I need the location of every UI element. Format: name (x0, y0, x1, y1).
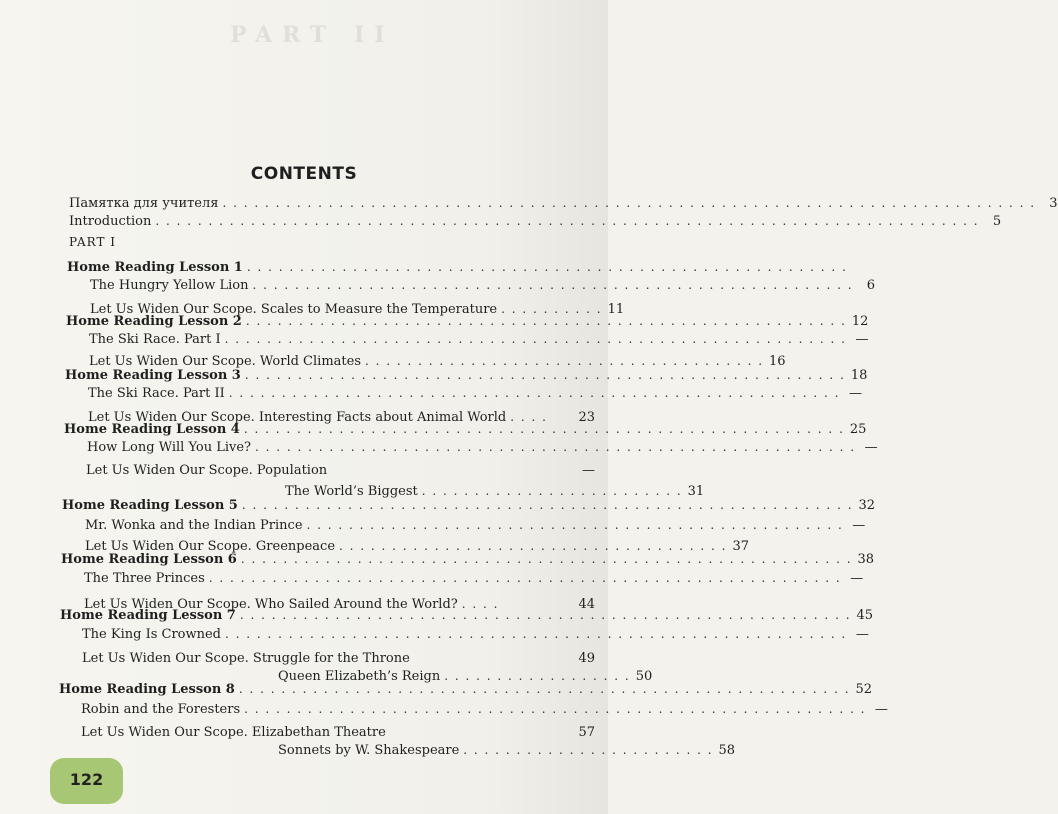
entry-title: Let Us Widen Our Scope. Scales to Measure the Temperature (90, 302, 498, 317)
toc-entry (67, 258, 848, 277)
entry-title: Let Us Widen Our Scope. Greenpeace (85, 539, 336, 554)
part-heading: PART I (69, 235, 117, 249)
leader-dots: . . . . (510, 410, 548, 424)
entry-page: 50 (635, 669, 653, 684)
toc-entry (69, 212, 1002, 231)
entry-page: 45 (856, 608, 874, 623)
entry-page: 32 (858, 498, 876, 513)
entry-page: 11 (607, 302, 625, 317)
entry-title: The Three Princes (84, 571, 205, 586)
page-number: 122 (69, 770, 104, 789)
leader-dots: . . . . . . . . . . . . . . . . . . . . . . . . . . . . . . . . . . . . . . . . . . . . . . . . . . . . . . . . . (245, 314, 847, 328)
entry-title: The Hungry Yellow Lion (90, 278, 249, 293)
toc-entry (65, 366, 868, 385)
lesson-heading: Home Reading Lesson 1 (67, 260, 243, 275)
leader-dots: . . . . . . . . . . . . . . . . . . . . . . . . . . . . . . . . . . . . . . . . . . . . . . . . . . . . . . . . . . . . . . . . . . . . . . . . . . . . . . (155, 214, 980, 228)
entry-page: 38 (857, 552, 875, 567)
entry-page: 44 (578, 597, 595, 612)
entry-title: The Ski Race. Part II (88, 386, 225, 401)
contents-title: CONTENTS (250, 164, 358, 184)
leader-dots: . . . . . . . . . . . . . . . . . . . . . . . . . . . . . . . . . . . . . . . . . . . . . . . . . . . . . . . . . . . (244, 702, 866, 716)
entry-page: 3 (1049, 196, 1058, 211)
leader-dots: . . . . . . . . . . . . . . . . . . . . . . . . . . . . . . . . . . . . . . . . . . . . . . . . . . . . . . . . . . . . (208, 571, 842, 585)
leader-dots: . . . . . . . . . . . . . . . . . . . . . . . . . . . . . . . . . . . . . . . . . . . . . . . . . . . (306, 518, 844, 532)
leader-dots: . . . . . . . . . . . . . . . . . . . . . . . . . . . . . . . . . . . . . . . . . . . . . . . . . . . . . . . . . (255, 440, 856, 454)
toc-entry (61, 550, 875, 569)
entry-title: Let Us Widen Our Scope. World Climates (89, 354, 361, 369)
entry-title: Let Us Widen Our Scope. Interesting Facts about Animal World (88, 410, 507, 425)
entry-title: Let Us Widen Our Scope. Population (86, 463, 328, 478)
leader-dots: . . . . . . . . . . . . . . . . . . . . . . . . (463, 743, 714, 757)
entry-page: 52 (855, 682, 873, 697)
entry-title: The World’s Biggest (285, 484, 418, 499)
lesson-heading: Home Reading Lesson 8 (59, 682, 235, 697)
leader-dots: . . . . . . . . . . . . . . . . . . . . . . . . . (421, 484, 683, 498)
entry-page: 58 (718, 743, 736, 758)
leader-dots: . . . . . . . . . . . . . . . . . . . . . . . . . . . . . . . . . . . . . . . . . . . . . . . . . . . . . . . . . (244, 368, 846, 382)
toc-entry (62, 496, 876, 515)
entry-title: Let Us Widen Our Scope. Struggle for the Throne (82, 651, 410, 666)
leader-dots: . . . . . . . . . . . . . . . . . . . . . . . . . . . . . . . . . . . . . . . . . . . . . . . . . . . . . . . . . . (240, 552, 853, 566)
lesson-heading: Home Reading Lesson 3 (65, 368, 241, 383)
entry-title: Let Us Widen Our Scope. Who Sailed Around the World? (84, 597, 458, 612)
entry-page: — (855, 627, 869, 642)
entry-page: — (582, 463, 595, 478)
toc-entry (60, 606, 874, 625)
entry-page: 49 (578, 651, 595, 666)
leader-dots: . . . . . . . . . . . . . . . . . . (444, 669, 631, 683)
entry-page: — (848, 386, 862, 401)
leader-dots: . . . . . . . . . . . . . . . . . . . . . . . . . . . . . . . . . . . . . . . . . . . . . . . . . . . . . . . . . (252, 278, 854, 292)
entry-title: Памятка для учителя (69, 196, 219, 211)
entry-page: 6 (866, 278, 876, 293)
toc-entry (86, 461, 595, 480)
leader-dots: . . . . . . . . . . . . . . . . . . . . . . . . . . . . . . . . . . . . . . . . . . . . . . . . . . . . . . . . . . (239, 608, 852, 622)
lesson-heading: Home Reading Lesson 2 (66, 314, 242, 329)
lesson-heading: Home Reading Lesson 5 (62, 498, 238, 513)
entry-page: 37 (732, 539, 749, 554)
entry-page: — (855, 332, 869, 347)
toc-entry (90, 276, 876, 295)
lesson-heading: Home Reading Lesson 7 (60, 608, 236, 623)
toc-entry (81, 700, 888, 719)
leader-dots: . . . . . . . . . . . . . . . . . . . . . . . . . . . . . . . . . . . . . (339, 539, 727, 553)
entry-title: The Ski Race. Part I (89, 332, 221, 347)
toc-entry (82, 649, 595, 668)
entry-title: Introduction (69, 214, 152, 229)
toc-entry (69, 194, 1058, 213)
toc-entry (88, 384, 862, 403)
leader-dots: . . . . . . . . . . . . . . . . . . . . . . . . . . . . . . . . . . . . . . . . . . . . . . . . . . . . . . . . . (246, 260, 848, 274)
toc-entry (82, 625, 869, 644)
leader-dots: . . . . (461, 597, 499, 611)
entry-page: 5 (992, 214, 1002, 229)
entry-page: — (874, 702, 888, 717)
leader-dots: . . . . . . . . . . . . . . . . . . . . . . . . . . . . . . . . . . . . . . . . . . . . . . . . . . . . . . . . . . (238, 682, 851, 696)
leader-dots: . . . . . . . . . . . . . . . . . . . . . . . . . . . . . . . . . . . . . . . . . . . . . . . . . . . . . . . . . . . . . . . . . . . . . . . . . . . . . (222, 196, 1036, 210)
entry-page: 23 (578, 410, 595, 425)
toc-entry (66, 312, 869, 331)
entry-title: Mr. Wonka and the Indian Prince (85, 518, 303, 533)
toc-entry (89, 330, 869, 349)
toc-entry (278, 741, 736, 760)
entry-page: 16 (769, 354, 786, 369)
leader-dots: . . . . . . . . . . . . . . . . . . . . . . . . . . . . . . . . . . . . . . . . . . . . . . . . . . . . . . . . . . . (225, 627, 847, 641)
entry-title: How Long Will You Live? (87, 440, 252, 455)
entry-title: Robin and the Foresters (81, 702, 241, 717)
entry-page: 25 (849, 422, 867, 437)
leader-dots: . . . . . . . . . . . . . . . . . . . . . . . . . . . . . . . . . . . . . . . . . . . . . . . . . . . . . . . . . . (228, 386, 840, 400)
bleed-through-text: PART II (230, 22, 395, 48)
entry-page: — (850, 571, 864, 586)
lesson-heading: Home Reading Lesson 4 (64, 422, 240, 437)
lesson-heading: Home Reading Lesson 6 (61, 552, 237, 567)
leader-dots: . . . . . . . . . . . . . . . . . . . . . . . . . . . . . . . . . . . . . . . . . . . . . . . . . . . . . . . . . . . (224, 332, 847, 346)
leader-dots: . . . . . . . . . . . . . . . . . . . . . . . . . . . . . . . . . . . . . . . . . . . . . . . . . . . . . . . . . (243, 422, 845, 436)
toc-entry (87, 438, 878, 457)
leader-dots: . . . . . . . . . . . . . . . . . . . . . . . . . . . . . . . . . . . . . . . . . . . . . . . . . . . . . . . . . . (241, 498, 854, 512)
toc-entry (64, 420, 867, 439)
entry-page: 57 (578, 725, 595, 740)
leader-dots: . . . . . . . . . . . . . . . . . . . . . . . . . . . . . . . . . . . . . . (364, 354, 764, 368)
entry-title: Queen Elizabeth’s Reign (278, 669, 441, 684)
entry-page: — (852, 518, 866, 533)
toc-entry (84, 569, 864, 588)
entry-title: The King Is Crowned (82, 627, 222, 642)
leader-dots: . . . . . . . . . . (501, 302, 603, 316)
entry-title: Let Us Widen Our Scope. Elizabethan Theatre (81, 725, 386, 740)
entry-page: 31 (687, 484, 705, 499)
entry-page: 18 (850, 368, 868, 383)
toc-entry (59, 680, 873, 699)
entry-page: — (864, 440, 878, 455)
toc-entry (85, 516, 866, 535)
toc-entry (81, 723, 595, 742)
entry-title: Sonnets by W. Shakespeare (278, 743, 460, 758)
entry-page: 12 (851, 314, 869, 329)
